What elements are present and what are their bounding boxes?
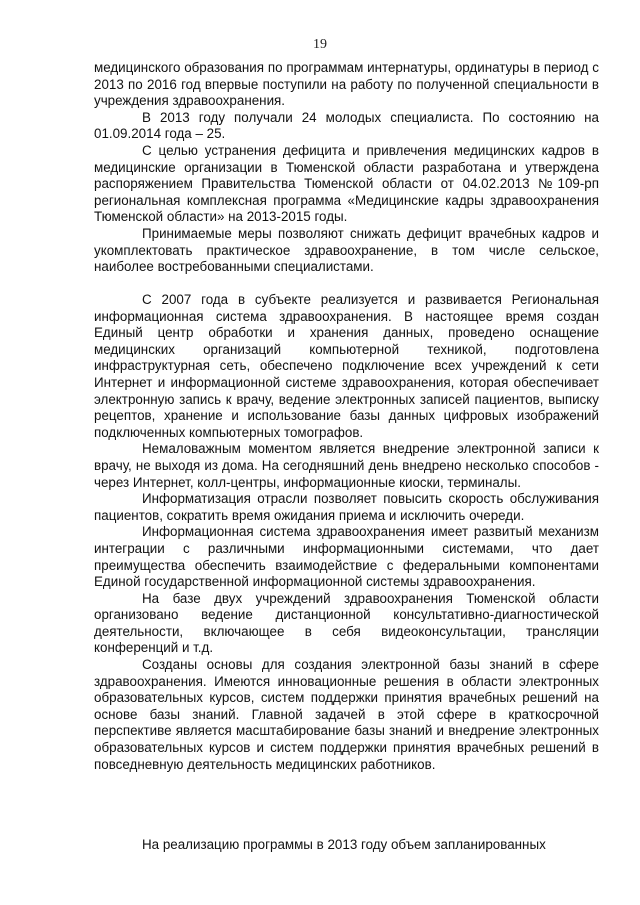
text-section-informatization: [94, 292, 599, 773]
paragraph: Принимаемые меры позволяют снижать дефицит врачебных кадров и укомплектовать практическое здравоохранение, в том числе сельское, наиболее востребованными специалистами.: [94, 225, 599, 275]
paragraph: Информатизация отрасли позволяет повысить скорость обслуживания пациентов, сократить время ожидания приема и исключить очереди.: [94, 491, 599, 523]
text-section-staffing: [94, 60, 599, 276]
paragraph: Информационная система здравоохранения имеет развитый механизм интеграции с различными информационными системами, что дает преимущества обеспечить взаимодействие с федеральными компонентами Единой государственной информационной системы здравоохранения.: [94, 524, 599, 590]
paragraph: Немаловажным моментом является внедрение электронной записи к врачу, не выходя из дома. На сегодняшний день внедрено несколько способов - через Интернет, колл-центры, информационные киоски, терминалы.: [94, 441, 599, 490]
paragraph: В 2013 году получали 24 молодых специалиста. По состоянию на 01.09.2014 года – 25.: [94, 109, 599, 142]
page-number: 19: [313, 37, 327, 52]
paragraph: С 2007 года в субъекте реализуется и развивается Региональная информационная система здравоохранения. В настоящее время создан Единый центр обработки и хранения данных, проведено оснащение медицинских организаций компьютерной техникой, подготовлена инфраструктурная сеть, обеспечено подключение всех учреждений к сети Интернет и информационной системе здравоохранения, которая обеспечивает электронную запись к врачу, ведение электронных записей пациентов, выписку рецептов, хранение и использование базы данных цифровых изображений подключенных компьютерных томографов.: [94, 292, 599, 440]
paragraph: С целью устранения дефицита и привлечения медицинских кадров в медицинские организации в Тюменской области разработана и утверждена распоряжением Правительства Тюменской области от 04.02.2013 №109-рп региональная комплексная программа «Медицинские кадры здравоохранения Тюменской области» на 2013-2015 годы.: [94, 142, 599, 225]
paragraph: медицинского образования по программам интернатуры, ординатуры в период с 2013 по 2016 год впервые поступили на работу по полученной специальности в учреждения здравоохранения.: [94, 60, 599, 109]
paragraph: На базе двух учреждений здравоохранения Тюменской области организовано ведение дистанционной консультативно-диагностической деятельности, включающее в себя видеоконсультации, трансляции конференций и т.д.: [94, 590, 599, 656]
paragraph: Созданы основы для создания электронной базы знаний в сфере здравоохранения. Имеются инновационные решения в области электронных образовательных курсов, систем поддержки принятия врачебных решений на основе базы знаний. Главной задачей в этой сфере в краткосрочной перспективе является масштабирование базы знаний и внедрение электронных образовательных курсов и систем поддержки принятия врачебных решений в повседневную деятельность медицинских работников.: [94, 657, 599, 772]
paragraph: На реализацию программы в 2013 году объем запланированных: [142, 837, 546, 852]
text-section-program-funding: [94, 837, 599, 854]
